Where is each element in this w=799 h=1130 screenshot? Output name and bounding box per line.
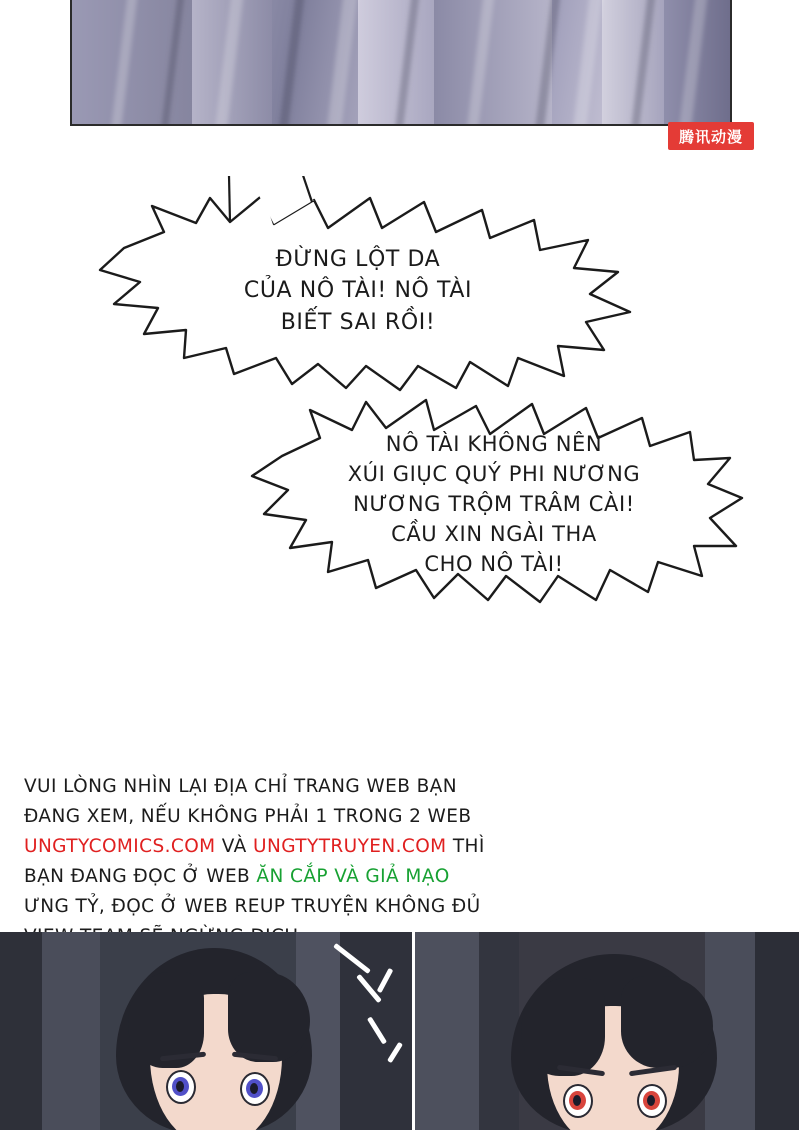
antagonist-hair-fringe-left — [521, 978, 605, 1076]
notice-warning-text: ĂN CẮP VÀ GIẢ MẠO — [256, 865, 450, 887]
boy-pupil-left — [176, 1081, 184, 1092]
fur-closeup-panel — [70, 0, 732, 126]
boy-pupil-right — [250, 1083, 258, 1094]
notice-line-5: ƯNG TỶ, ĐỌC Ở WEB REUP TRUYỆN KHÔNG ĐỦ — [24, 895, 481, 917]
speech-bubble-secondary — [244, 380, 744, 630]
speech-bubble-secondary-text: NÔ TÀI KHÔNG NÊN XÚI GIỤC QUÝ PHI NƯƠNG NƯƠNG TRỘM TRÂM CÀI! CẦU XIN NGÀI THA CHO NÔ TÀI! — [347, 432, 641, 576]
wall-slab-left-2 — [42, 932, 100, 1130]
notice-line-4-head: BẠN ĐANG ĐỌC Ở WEB — [24, 865, 257, 887]
notice-line-3-tail: THÌ — [446, 835, 485, 857]
antagonist-hair-fringe-right — [621, 976, 713, 1068]
wall-slab-left-1 — [0, 932, 42, 1130]
notice-line-2: ĐANG XEM, NẾU KHÔNG PHẢI 1 TRONG 2 WEB — [24, 805, 472, 827]
red-eye-face-panel — [415, 932, 799, 1130]
fur-streak-5 — [322, 0, 361, 126]
wall-slab-right-4 — [755, 932, 799, 1130]
notice-line-4 — [24, 862, 494, 892]
speech-bubble-primary-text: ĐỪNG LỘT DA CỦA NÔ TÀI! NÔ TÀI BIẾT SAI RỒI! — [243, 247, 473, 335]
fur-slab-3 — [358, 0, 434, 124]
notice-conjunction: VÀ — [215, 835, 254, 857]
wall-slab-right-1 — [415, 932, 479, 1130]
fur-slab-4 — [434, 0, 552, 124]
fur-streak-9 — [568, 0, 606, 126]
fur-streak-4 — [274, 0, 308, 126]
notice-site-two: UNGTYTRUYEN.COM — [253, 835, 447, 857]
site-notice — [24, 772, 494, 952]
notice-line-3 — [24, 832, 494, 862]
boy-eye-left — [166, 1070, 196, 1104]
bottom-panel-row — [0, 932, 799, 1130]
speech-bubble-primary-shape — [78, 176, 638, 406]
publisher-watermark: 腾讯动漫 — [668, 122, 754, 150]
speech-bubble-primary — [78, 176, 638, 406]
boy-eye-right — [240, 1072, 270, 1106]
speech-bubble-secondary-shape — [244, 380, 744, 630]
notice-site-one: UNGTYCOMICS.COM — [24, 835, 216, 857]
boy-face-panel — [0, 932, 415, 1130]
notice-line-1: VUI LÒNG NHÌN LẠI ĐỊA CHỈ TRANG WEB BẠN — [24, 776, 457, 797]
